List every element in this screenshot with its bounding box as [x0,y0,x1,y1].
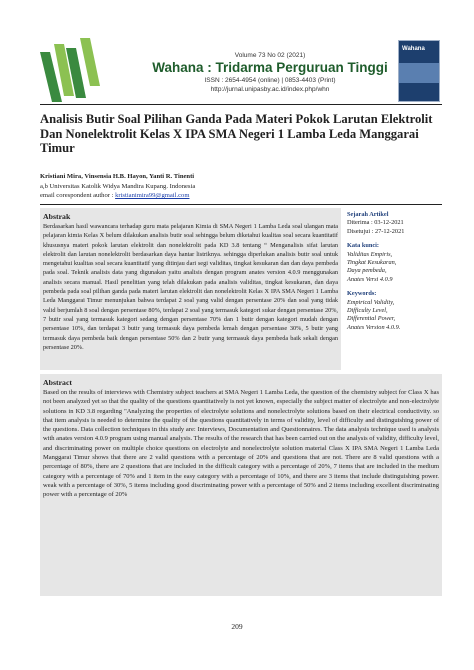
email-label: email corespondent author : [40,192,114,199]
header-divider [40,104,442,105]
article-sidebar [347,211,442,332]
article-title: Analisis Butir Soal Pilihan Ganda Pada Materi Pokok Larutan Elektrolit Dan Nonelektrolit Kelas X IPA SMA Negeri 1 Lamba Leda Manggarai Timur [40,112,433,155]
journal-url[interactable]: http://jurnal.unipasby.ac.id/index.php/whn [210,86,330,93]
cover-title: Wahana [402,46,425,52]
page-number: 209 [231,622,243,631]
abstract-text: Based on the results of interviews with Chemistry subject teachers at SMA Negeri 1 Lamba Leda, the question of the chemistry subject for Class X has not been analyzed yet so that the quality of the questions quantitatively is not yet known, especially the subject matter of electrolyte and non-electrolyte solutions in KD 3.8 regarding "Analyzing the properties of electrolyte solutions and nonelectrolyte solutions based on their electrical conductivity. so that item analysis is needed to determine the quality of the questions quantitatively in terms of validity, level of difficulty and distinguishing power of the questions. Data collection techniques in this study are: Interviews, Documentation and Questionnaires. The data analysis technique used is analysis with anates version 4.0.9 program using manual analysis. The results of the research that has been carried out on the analysis of validity, difficulty level, and discriminating power on multiple choice questions on electrolyte and nonelectrolyte solution material Class X IPA SMA Negeri 1 Lamba Leda Manggarai Timur shows that there are 2 valid questions with a percentage of 20% and questions that are not. There are 8 valid questions with a percentage of 80%, there are 2 questions that are included in the difficult category with a percentage of 20%, 7 items that are included in the medium category with a percentage of 70% and 1 item in the easy category with a percentage of 10%, and there are 3 items that include distinguishing power. weak with a percentage of 30%, 5 items including good discriminating power with a percentage of 50% and 2 items including excellent discriminating power with a percentage of 20% [43,389,439,499]
keyword-id: Validitas Empiris, [347,250,393,258]
title-divider [40,204,442,205]
journal-issn: ISSN : 2654-4954 (online) | 0853-4403 (Print) [204,77,336,84]
keyword-id: Daya pembeda, [347,267,387,275]
abstrak-text: Berdasarkan hasil wawancara terhadap guru mata pelajaran Kimia di SMA Negeri 1 Lamba Leda soal ulangan mata pelajaran kimia Kelas X belum dilakukan analisis butir soal sehingga belum diketahui kualitas soal secara kuantitatif khususnya materi pokok larutan elektrolit dan nonelektrolit pada KD 3.8 tentang “ Menganalisis sifat larutan elektrolit dan larutan nonelektrolit berdasarkan daya hantar listriknya. sehingga diperlukan analisis butir soal untuk mengetahui kualitas soal secara kuantitatif yang ditinjau dari segi validitas, tingkat kesukaran dan dan daya pembeda pada soal. Teknik analisis data yang digunakan yaitu analisis dengan program anates version 4.0.9 menggunakan analisis secara manual. Hasil penelitian yang telah dilakukan pada analisis validitas, tingkat kesukaran, dan daya pembeda pada soal pilihan ganda pada materi larutan elektrolit dan nonelektrolit Kelas X IPA SMA Negeri 1 Lamba Leda Manggarai Timur menunjukan bahwa terdapat 2 soal yang valid dengan persentase 20% dan soal yang tidak valid berjumlah 8 soal dengan persentase 80%, terdapat 2 soal yang termasuk kategori sukar dengan persentase 20%, 7 butir soal yang termasuk kategori sedang dengan persentase 70% dan 1 butir dengan kategori mudah dengan persentase 10%, dan terdapat 3 butir yang termasuk daya pembeda lemah dengan persentase 30%, 5 butir yang termasuk daya pembeda baik dengan persentase 50% dan 2 butir yang termasuk daya pembeda baik sekali dengan persentase 20%. [43,223,338,351]
article-affiliation: a,b Universitas Katolik Widya Mandira Kupang. Indonesia [40,183,196,190]
keyword-en: Difficulty Level, [347,307,388,315]
journal-volume: Volume 73 No 02 (2021) [234,52,306,59]
keyword-en: Empirical Validity, [347,298,395,306]
keyword-id: Anates Versi 4.0.9 [347,275,393,283]
keyword-id: Tingkat Kesukaran, [347,259,397,267]
corresponding-email [40,192,189,199]
journal-cover-thumbnail [398,40,440,102]
received-date: Diterima : 03-12-2021 [347,219,404,227]
cover-stripe [399,63,439,83]
email-link[interactable]: kristianimira99@gmail.com [115,192,190,199]
abstract-box [40,374,442,596]
keyword-en: Differential Power, [347,315,396,323]
journal-info [140,52,400,93]
keywords-id-label: Kata kunci: [347,242,380,250]
history-label: Sejarah Artikel [347,211,389,218]
journal-logo-icon [40,38,100,102]
keyword-en: Anates Version 4.0.9. [347,323,401,331]
abstract-heading: Abstract [43,378,73,387]
abstrak-box [40,208,341,370]
published-date: Disetujui : 27-12-2021 [347,227,405,235]
article-authors: Kristiani Mira, Vinsensia H.B. Hayon, Yanti R. Tinenti [40,173,195,180]
abstrak-heading: Abstrak [43,212,71,221]
keywords-en-label: Keywords: [347,290,377,298]
journal-title: Wahana : Tridarma Perguruan Tinggi [152,60,388,75]
journal-header [40,38,440,106]
